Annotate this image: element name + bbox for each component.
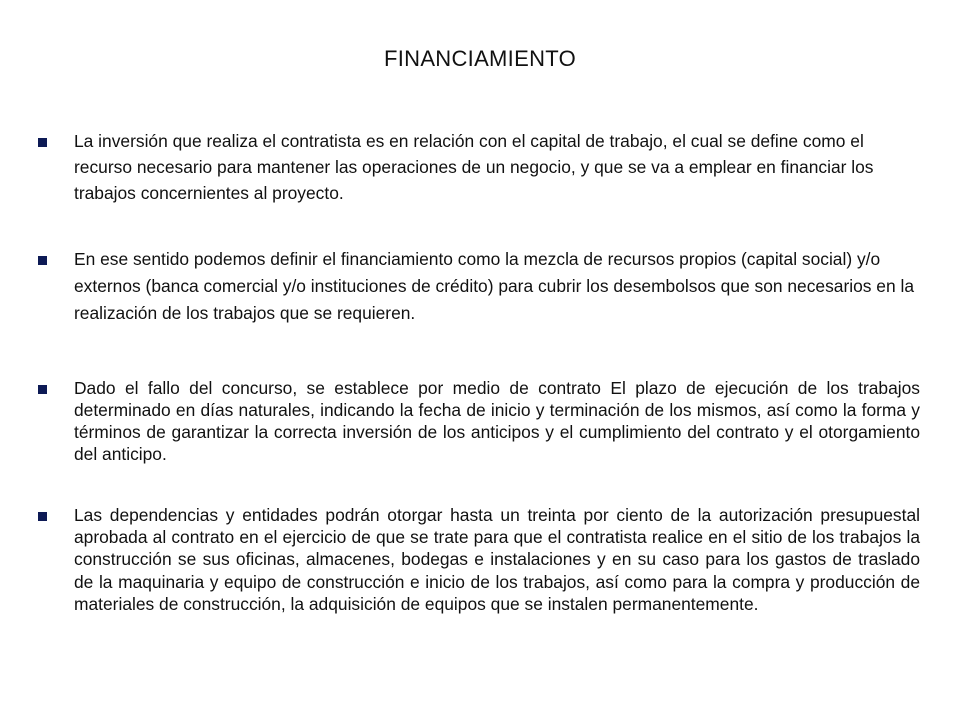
square-bullet-icon — [38, 138, 47, 147]
bullet-item — [38, 128, 920, 206]
bullet-item — [38, 504, 920, 615]
bullet-list — [38, 128, 920, 615]
bullet-text: En ese sentido podemos definir el financiamiento como la mezcla de recursos propios (capital social) y/o externos (banca comercial y/o instituciones de crédito) para cubrir los desembolsos que son necesarios en la realización de los trabajos que se requieren. — [74, 249, 915, 323]
square-bullet-icon — [38, 385, 47, 394]
square-bullet-icon — [38, 512, 47, 521]
bullet-text: Las dependencias y entidades podrán otorgar hasta un treinta por ciento de la autorización presupuestal aprobada al contrato en el ejercicio de que se trate para que el contratista realice en el sitio de los trabajos la construcción se sus oficinas, almacenes, bodegas e instalaciones y en su caso para los gastos de traslado de la maquinaria y equipo de construcción e inicio de los trabajos, así como para la compra y producción de materiales de construcción, la adquisición de equipos que se instalen permanentemente. — [74, 505, 920, 614]
slide-title: FINANCIAMIENTO — [383, 46, 577, 71]
bullet-text: Dado el fallo del concurso, se establece por medio de contrato El plazo de ejecución de los trabajos determinado en días naturales, indicando la fecha de inicio y terminación de los mismos, así como la forma y términos de garantizar la correcta inversión de los anticipos y el cumplimiento del contrato y el otorgamiento del anticipo. — [74, 378, 920, 464]
bullet-item — [38, 377, 920, 465]
bullet-item — [38, 246, 920, 327]
bullet-text: La inversión que realiza el contratista es en relación con el capital de trabajo, el cual se define como el recurso necesario para mantener las operaciones de un negocio, y que se va a emplear en financiar los trabajos concernientes al proyecto. — [74, 131, 874, 203]
square-bullet-icon — [38, 256, 47, 265]
